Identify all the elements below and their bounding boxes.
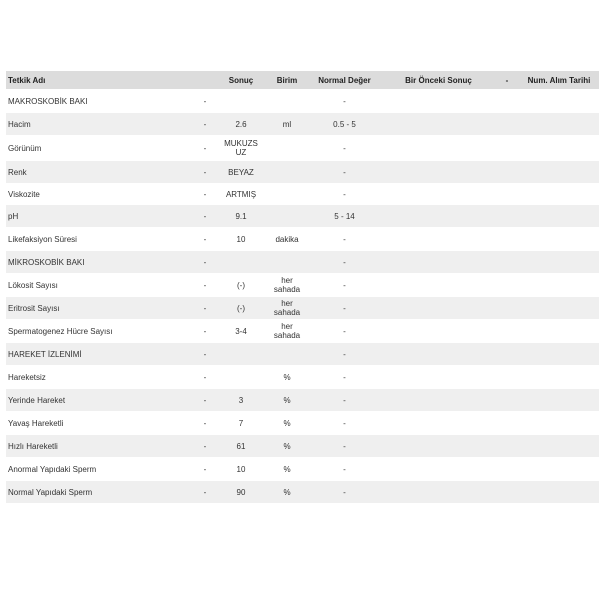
- unit-cell: dakika: [275, 234, 299, 244]
- unit-cell: [267, 343, 307, 365]
- previous-result-cell: [382, 319, 495, 343]
- test-name-cell: Renk: [8, 167, 27, 177]
- normal-value-cell: -: [343, 96, 346, 106]
- dash-cell: -: [203, 119, 207, 129]
- separator-cell: [495, 227, 519, 251]
- result-value: MUKUZSUZ: [224, 139, 258, 157]
- table-row: [6, 89, 599, 113]
- header-result: Sonuç: [228, 75, 254, 85]
- sample-date-cell: [519, 457, 599, 481]
- test-name-cell: Hızlı Hareketli: [8, 441, 58, 451]
- header-normal-value: Normal Değer: [318, 75, 371, 85]
- separator-cell: [495, 273, 519, 297]
- result-value: 61: [236, 441, 246, 451]
- normal-value-cell: -: [343, 167, 346, 177]
- sample-date-cell: [519, 343, 599, 365]
- result-cell: [215, 205, 267, 227]
- result-value: 10: [236, 464, 246, 474]
- table-row: [6, 319, 599, 343]
- header-test-name: Tetkik Adı: [8, 75, 46, 85]
- table-row: [6, 251, 599, 273]
- result-cell: [215, 411, 267, 435]
- previous-result-cell: [382, 251, 495, 273]
- unit-cell: [267, 135, 307, 161]
- table-row: [6, 435, 599, 457]
- dash-cell: -: [203, 189, 207, 199]
- result-cell: [215, 161, 267, 183]
- header-spacer: [195, 71, 215, 89]
- sample-date-cell: [519, 411, 599, 435]
- dash-cell: -: [203, 487, 207, 497]
- normal-value-cell: -: [343, 189, 346, 199]
- lab-report: [6, 71, 599, 503]
- test-name-cell: HAREKET İZLENİMİ: [8, 349, 82, 359]
- sample-date-cell: [519, 205, 599, 227]
- dash-cell: -: [203, 326, 207, 336]
- dash-cell: -: [203, 464, 207, 474]
- separator-cell: [495, 251, 519, 273]
- sample-date-cell: [519, 365, 599, 389]
- separator-cell: [495, 161, 519, 183]
- unit-cell: %: [283, 372, 291, 382]
- sample-date-cell: [519, 297, 599, 319]
- normal-value-cell: -: [343, 395, 346, 405]
- result-value: 90: [236, 487, 246, 497]
- table-row: [6, 481, 599, 503]
- previous-result-cell: [382, 457, 495, 481]
- result-cell: [215, 343, 267, 365]
- result-value: 2.6: [235, 119, 247, 129]
- unit-cell: ml: [282, 119, 292, 129]
- results-table: [6, 71, 599, 503]
- separator-cell: [495, 89, 519, 113]
- normal-value-cell: -: [343, 234, 346, 244]
- test-name-cell: Yavaş Hareketli: [8, 418, 64, 428]
- sample-date-cell: [519, 251, 599, 273]
- sample-date-cell: [519, 273, 599, 297]
- normal-value-cell: 5 - 14: [334, 211, 355, 221]
- unit-cell: %: [283, 395, 291, 405]
- previous-result-cell: [382, 161, 495, 183]
- sample-date-cell: [519, 435, 599, 457]
- result-cell: [215, 113, 267, 135]
- test-name-cell: Normal Yapıdaki Sperm: [8, 487, 93, 497]
- dash-cell: -: [203, 349, 207, 359]
- dash-cell: -: [203, 395, 207, 405]
- unit-cell: [267, 89, 307, 113]
- separator-cell: [495, 205, 519, 227]
- result-cell: [215, 227, 267, 251]
- separator-cell: [495, 389, 519, 411]
- test-name-cell: Viskozite: [8, 189, 40, 199]
- previous-result-cell: [382, 435, 495, 457]
- unit-cell: her sahada: [273, 299, 301, 317]
- normal-value-cell: -: [343, 418, 346, 428]
- result-cell: [215, 273, 267, 297]
- table-row: [6, 113, 599, 135]
- sample-date-cell: [519, 113, 599, 135]
- dash-cell: -: [203, 441, 207, 451]
- previous-result-cell: [382, 227, 495, 251]
- previous-result-cell: [382, 481, 495, 503]
- result-value: 9.1: [235, 211, 247, 221]
- test-name-cell: Hacim: [8, 119, 31, 129]
- unit-cell: %: [283, 487, 291, 497]
- dash-cell: -: [203, 234, 207, 244]
- header-sample-date: Num. Alım Tarihi: [527, 75, 591, 85]
- unit-cell: her sahada: [273, 276, 301, 294]
- table-row: [6, 135, 599, 161]
- previous-result-cell: [382, 135, 495, 161]
- previous-result-cell: [382, 365, 495, 389]
- header-row: [6, 71, 599, 89]
- test-name-cell: Lökosit Sayısı: [8, 280, 58, 290]
- header-previous-result: Bir Önceki Sonuç: [405, 75, 472, 85]
- table-row: [6, 205, 599, 227]
- separator-cell: [495, 297, 519, 319]
- table-row: [6, 343, 599, 365]
- test-name-cell: Yerinde Hareket: [8, 395, 66, 405]
- dash-cell: -: [203, 418, 207, 428]
- result-cell: [215, 319, 267, 343]
- previous-result-cell: [382, 205, 495, 227]
- unit-cell: %: [283, 418, 291, 428]
- normal-value-cell: -: [343, 441, 346, 451]
- table-row: [6, 297, 599, 319]
- dash-cell: -: [203, 257, 207, 267]
- test-name-cell: Anormal Yapıdaki Sperm: [8, 464, 97, 474]
- normal-value-cell: -: [343, 280, 346, 290]
- separator-cell: [495, 183, 519, 205]
- test-name-cell: MAKROSKOBİK BAKI: [8, 96, 88, 106]
- table-row: [6, 457, 599, 481]
- test-name-cell: Görünüm: [8, 143, 42, 153]
- dash-cell: -: [203, 167, 207, 177]
- result-value: 3: [238, 395, 244, 405]
- previous-result-cell: [382, 297, 495, 319]
- normal-value-cell: 0.5 - 5: [333, 119, 356, 129]
- result-value: 10: [236, 234, 246, 244]
- header-unit: Birim: [276, 75, 298, 85]
- table-row: [6, 183, 599, 205]
- separator-cell: [495, 319, 519, 343]
- previous-result-cell: [382, 183, 495, 205]
- result-cell: [215, 183, 267, 205]
- unit-cell: [267, 161, 307, 183]
- table-row: [6, 161, 599, 183]
- dash-cell: -: [203, 96, 207, 106]
- separator-cell: [495, 457, 519, 481]
- test-name-cell: Hareketsiz: [8, 372, 46, 382]
- unit-cell: [267, 251, 307, 273]
- result-cell: [215, 481, 267, 503]
- table-row: [6, 273, 599, 297]
- result-cell: [215, 297, 267, 319]
- sample-date-cell: [519, 89, 599, 113]
- result-value: BEYAZ: [228, 167, 254, 177]
- sample-date-cell: [519, 227, 599, 251]
- normal-value-cell: -: [343, 143, 346, 153]
- test-name-cell: Likefaksiyon Süresi: [8, 234, 77, 244]
- test-name-cell: pH: [8, 211, 19, 221]
- result-cell: [215, 435, 267, 457]
- separator-cell: [495, 135, 519, 161]
- result-value: 7: [238, 418, 244, 428]
- sample-date-cell: [519, 481, 599, 503]
- result-value: (-): [237, 303, 245, 313]
- previous-result-cell: [382, 411, 495, 435]
- result-value: (-): [237, 280, 245, 290]
- sample-date-cell: [519, 135, 599, 161]
- sample-date-cell: [519, 161, 599, 183]
- previous-result-cell: [382, 389, 495, 411]
- result-cell: [215, 457, 267, 481]
- previous-result-cell: [382, 113, 495, 135]
- sample-date-cell: [519, 183, 599, 205]
- sample-date-cell: [519, 389, 599, 411]
- separator-cell: [495, 365, 519, 389]
- dash-cell: -: [203, 211, 207, 221]
- table-row: [6, 411, 599, 435]
- sample-date-cell: [519, 319, 599, 343]
- dash-cell: -: [203, 372, 207, 382]
- normal-value-cell: -: [343, 372, 346, 382]
- separator-cell: [495, 343, 519, 365]
- separator-cell: [495, 113, 519, 135]
- result-value: ARTMIŞ: [225, 189, 257, 199]
- separator-cell: [495, 481, 519, 503]
- result-cell: [215, 135, 267, 161]
- normal-value-cell: -: [343, 303, 346, 313]
- header-separator: -: [505, 75, 509, 85]
- test-name-cell: MİKROSKOBİK BAKI: [8, 257, 85, 267]
- previous-result-cell: [382, 273, 495, 297]
- unit-cell: %: [283, 441, 291, 451]
- result-cell: [215, 89, 267, 113]
- normal-value-cell: -: [343, 464, 346, 474]
- dash-cell: -: [203, 303, 207, 313]
- normal-value-cell: -: [343, 326, 346, 336]
- unit-cell: [267, 205, 307, 227]
- result-value: 3-4: [235, 326, 247, 336]
- previous-result-cell: [382, 343, 495, 365]
- dash-cell: -: [203, 280, 207, 290]
- result-cell: [215, 251, 267, 273]
- test-name-cell: Eritrosit Sayısı: [8, 303, 60, 313]
- separator-cell: [495, 411, 519, 435]
- unit-cell: [267, 183, 307, 205]
- separator-cell: [495, 435, 519, 457]
- dash-cell: -: [203, 143, 207, 153]
- unit-cell: her sahada: [273, 322, 301, 340]
- normal-value-cell: -: [343, 257, 346, 267]
- table-row: [6, 365, 599, 389]
- normal-value-cell: -: [343, 487, 346, 497]
- test-name-cell: Spermatogenez Hücre Sayısı: [8, 326, 113, 336]
- table-row: [6, 227, 599, 251]
- previous-result-cell: [382, 89, 495, 113]
- table-row: [6, 389, 599, 411]
- result-cell: [215, 365, 267, 389]
- normal-value-cell: -: [343, 349, 346, 359]
- unit-cell: %: [283, 464, 291, 474]
- result-cell: [215, 389, 267, 411]
